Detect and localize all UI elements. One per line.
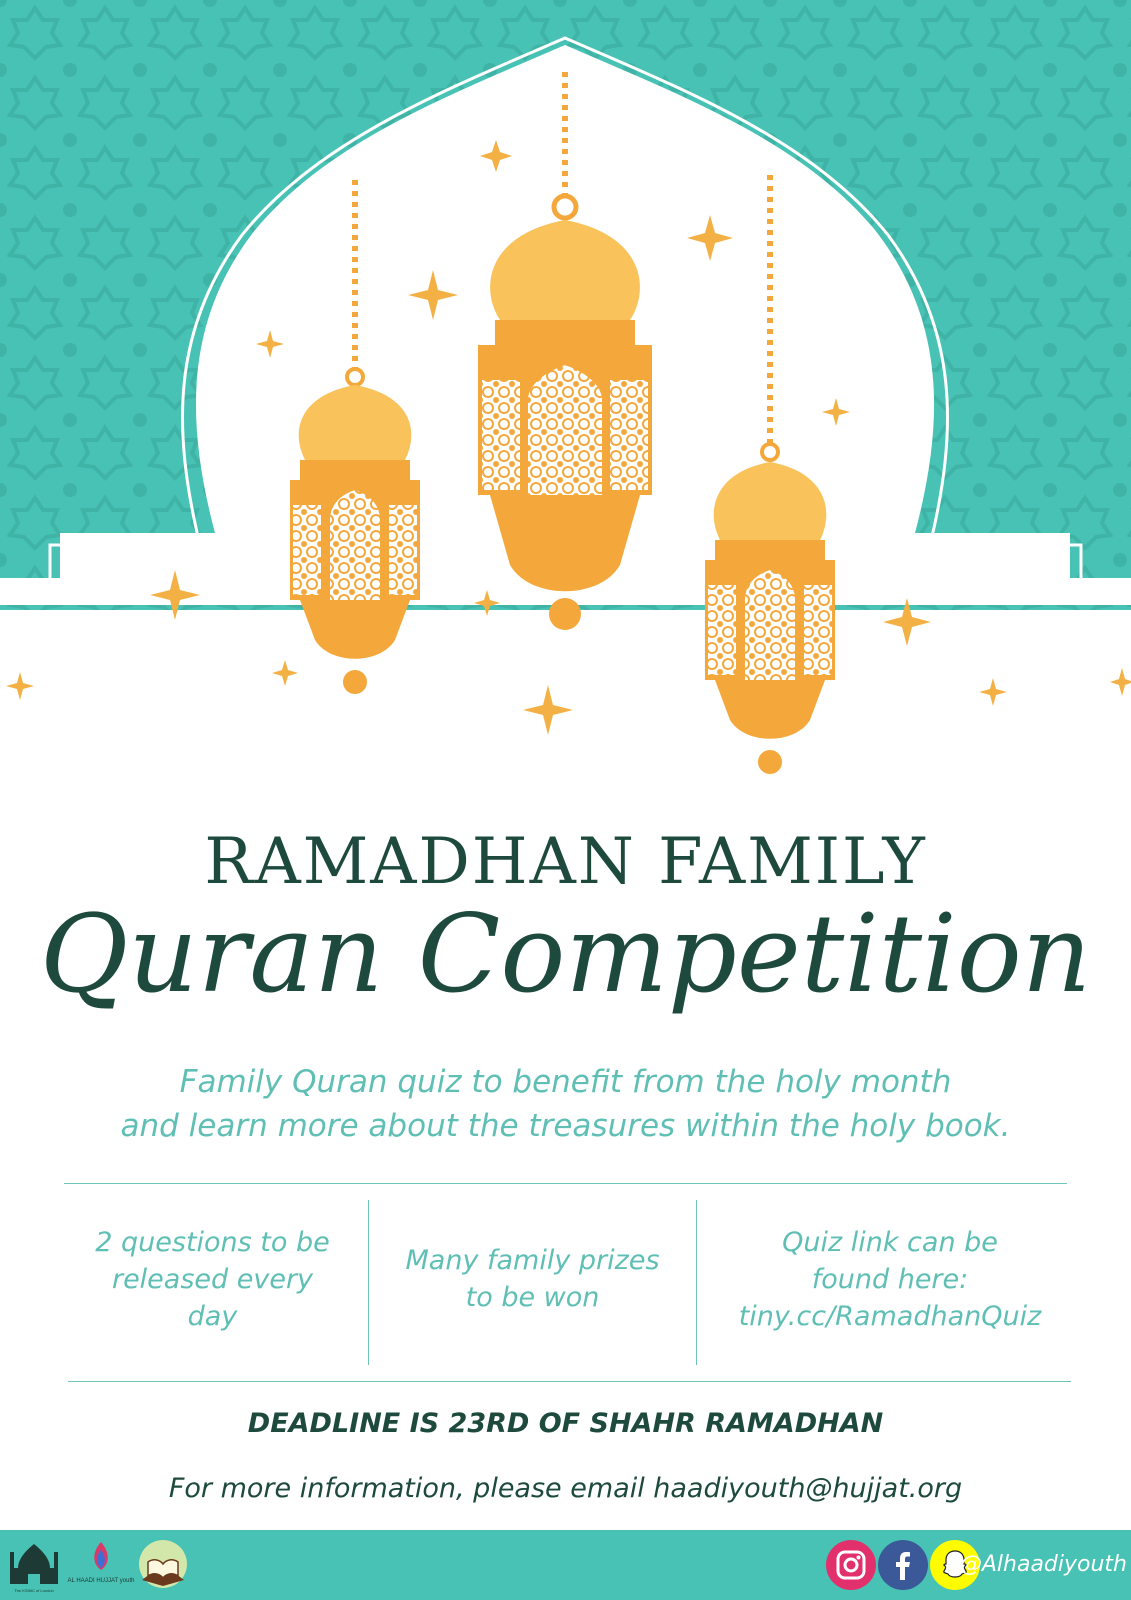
column-divider-1 xyxy=(368,1200,369,1365)
quiz-link[interactable]: tiny.cc/RamadhanQuiz xyxy=(738,1301,1042,1332)
info-column-prizes xyxy=(380,1242,685,1316)
mosque-logo-text: The KSIMC of London xyxy=(14,1588,54,1593)
divider-top xyxy=(64,1183,1067,1184)
title-line-2: Quran Competition xyxy=(39,892,1092,1017)
column-text: Quiz link can be xyxy=(782,1227,998,1258)
subtitle xyxy=(60,1060,1071,1148)
column-text: found here: xyxy=(811,1264,969,1295)
al-haadi-logo-text: AL HAADI HUJJAT youth xyxy=(67,1578,135,1584)
column-text: day xyxy=(187,1301,238,1332)
info-column-questions xyxy=(70,1224,355,1335)
quran-logo-icon xyxy=(134,1536,192,1596)
contact-info: For more information, please email haadiyouth@hujjat.org xyxy=(168,1473,963,1504)
header-artwork xyxy=(0,0,1131,780)
title-line-1: RAMADHAN FAMILY xyxy=(204,825,927,899)
social-handle[interactable]: @Alhaadiyouth xyxy=(959,1552,1127,1577)
subtitle-line-1: Family Quran quiz to benefit from the holy month xyxy=(179,1064,952,1100)
deadline-text: DEADLINE IS 23RD OF SHAHR RAMADHAN xyxy=(247,1408,884,1439)
info-column-quiz-link xyxy=(710,1224,1070,1335)
column-text: to be won xyxy=(465,1282,600,1313)
al-haadi-logo-icon xyxy=(67,1538,135,1594)
instagram-icon[interactable] xyxy=(826,1540,876,1590)
lantern-left xyxy=(290,180,420,694)
column-text: 2 questions to be xyxy=(95,1227,330,1258)
column-text: Many family prizes xyxy=(405,1245,660,1276)
footer-bar xyxy=(0,1530,1131,1600)
column-divider-2 xyxy=(696,1200,697,1365)
lantern-right xyxy=(705,175,835,774)
facebook-icon[interactable] xyxy=(878,1540,928,1590)
mosque-logo-icon xyxy=(6,1538,62,1594)
column-text: released every xyxy=(111,1264,314,1295)
divider-bottom xyxy=(68,1381,1071,1382)
subtitle-line-2: and learn more about the treasures within the holy book. xyxy=(120,1108,1011,1144)
